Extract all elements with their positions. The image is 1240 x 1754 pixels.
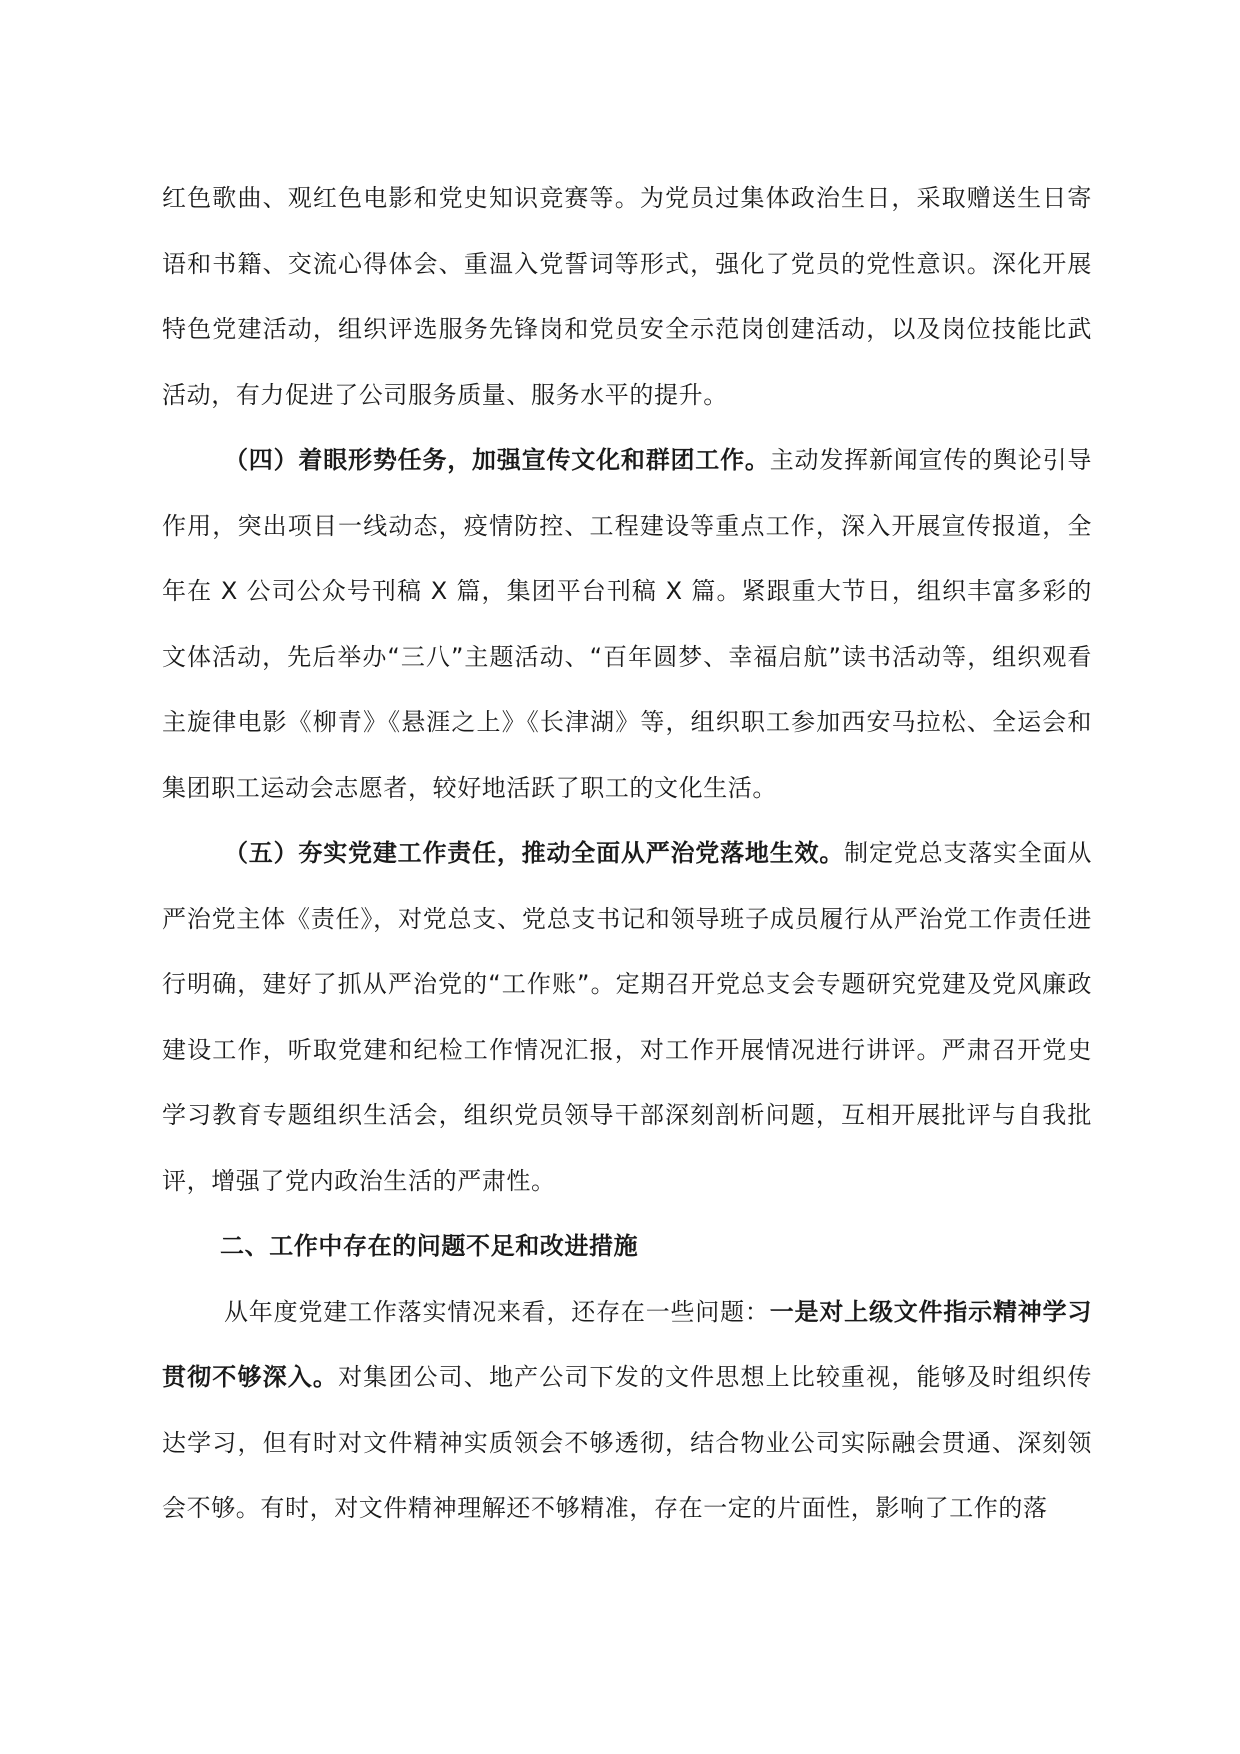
paragraph-lead-heading: （四）着眼形势任务，加强宣传文化和群团工作。 — [224, 446, 770, 474]
paragraph-lead-heading: （五）夯实党建工作责任，推动全面从严治党落地生效。 — [224, 839, 845, 867]
paragraph-problems — [162, 1280, 1092, 1542]
document-body — [162, 166, 1092, 1542]
paragraph-text: 红色歌曲、观红色电影和党史知识竞赛等。为党员过集体政治生日，采取赠送生日寄语和书籍、交流心得体会、重温入党誓词等形式，强化了党员的党性意识。深化开展特色党建活动，组织评选服务先锋岗和党员安全示范岗创建活动，以及岗位技能比武活动，有力促进了公司服务质量、服务水平的提升。 — [162, 184, 1092, 409]
paragraph-section-5 — [162, 821, 1092, 1214]
paragraph-intro: 从年度党建工作落实情况来看，还存在一些问题： — [224, 1297, 770, 1326]
paragraph-continuation — [162, 166, 1092, 428]
paragraph-text: 对集团公司、地产公司下发的文件思想上比较重视，能够及时组织传达学习，但有时对文件精神实质领会不够透彻，结合物业公司实际融会贯通、深刻领会不够。有时，对文件精神理解还不够精准，存在一定的片面性，影响了工作的落 — [162, 1363, 1093, 1522]
paragraph-lead-heading: 一是对上级文件指示精神学习贯彻不够深入。 — [162, 1297, 1092, 1391]
section-heading: 二、工作中存在的问题不足和改进措施 — [220, 1232, 639, 1260]
paragraph-text: 制定党总支落实全面从严治党主体《责任》，对党总支、党总支书记和领导班子成员履行从严治党工作责任进行明确，建好了抓从严治党的“工作账”。定期召开党总支会专题研究党建及党风廉政建设工作，听取党建和纪检工作情况汇报，对工作开展情况进行讲评。严肃召开党史学习教育专题组织生活会，组织党员领导干部深刻剖析问题，互相开展批评与自我批评，增强了党内政治生活的严肃性。 — [162, 839, 1093, 1195]
paragraph-section-4 — [162, 428, 1092, 821]
paragraph-text: 主动发挥新闻宣传的舆论引导作用，突出项目一线动态，疫情防控、工程建设等重点工作，深入开展宣传报道，全年在 X 公司公众号刊稿 X 篇，集团平台刊稿 X 篇。紧跟重大节日，组织丰富多彩的文体活动，先后举办“三八”主题活动、“百年圆梦、幸福启航”读书活动等，组织观看主旋律电影《柳青》《悬涯之上》《长津湖》等，组织职工参加西安马拉松、全运会和集团职工运动会志愿者，较好地活跃了职工的文化生活。 — [162, 446, 1092, 802]
